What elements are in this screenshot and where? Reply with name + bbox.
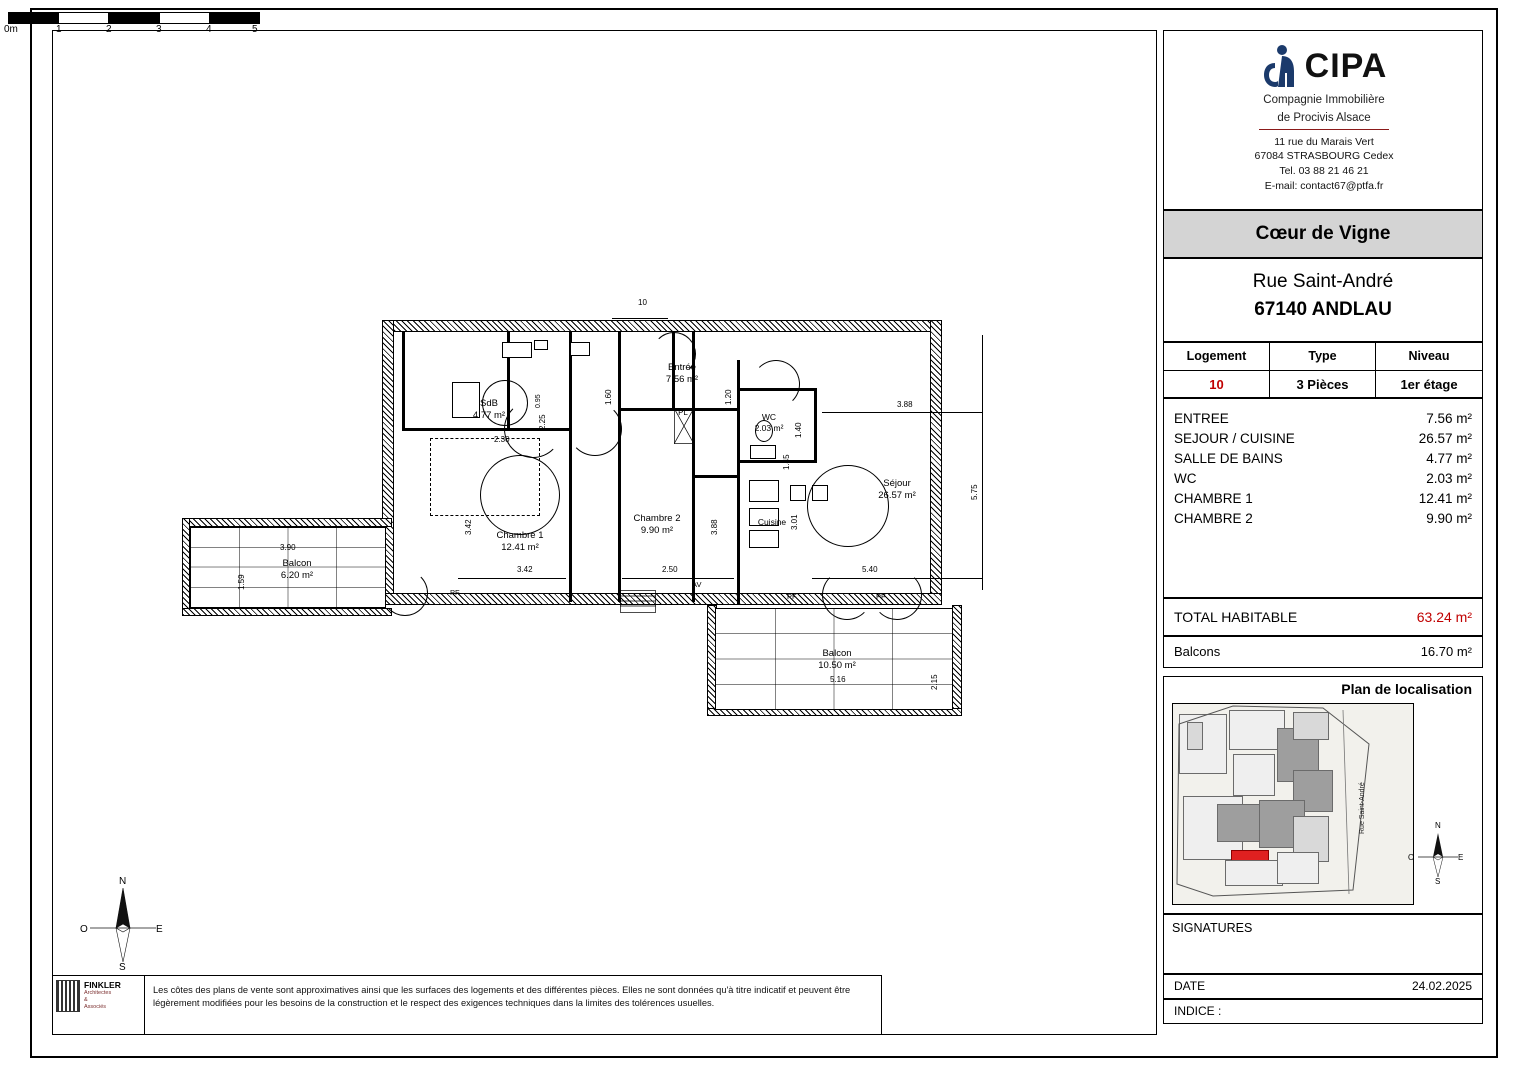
lot-header-niveau: Niveau xyxy=(1376,343,1482,371)
loc-compass-n: N xyxy=(1435,821,1441,830)
company-tel: Tel. 03 88 21 46 21 xyxy=(1279,165,1369,178)
compass-label-s: S xyxy=(119,962,126,973)
company-address1: 11 rue du Marais Vert xyxy=(1274,135,1374,148)
dim-balcony2-width: 5.16 xyxy=(830,675,846,684)
dim-balcony1-width: 3.90 xyxy=(280,543,296,552)
scale-tick-4: 4 xyxy=(206,24,212,35)
localisation-block xyxy=(1163,676,1483,914)
dim-342-h: 3.42 xyxy=(517,565,533,574)
dim-line-540 xyxy=(812,578,982,579)
dim-balcony1-depth: 1.59 xyxy=(237,574,246,590)
annot-av: AV xyxy=(692,580,702,589)
annot-pf-3: PF xyxy=(876,592,886,601)
dim-301: 3.01 xyxy=(790,514,799,530)
balcons-block xyxy=(1163,636,1483,668)
surface-row xyxy=(1164,509,1482,529)
wall-balcony1-left xyxy=(182,518,190,616)
date-value: 24.02.2025 xyxy=(1411,979,1472,993)
date-block xyxy=(1163,974,1483,999)
partition-14 xyxy=(692,475,740,478)
dim-line-342 xyxy=(458,578,566,579)
indice-block xyxy=(1163,999,1483,1024)
surface-value: 26.57 m² xyxy=(1418,431,1472,446)
dim-388-top: 3.88 xyxy=(897,400,913,409)
room-label-sejour: Séjour 26.57 m² xyxy=(878,478,916,501)
lot-value-niveau: 1er étage xyxy=(1400,377,1458,392)
compass-label-n: N xyxy=(119,876,127,887)
room-label-chambre1: Chambre 1 12.41 m² xyxy=(496,530,544,553)
floor-plan-drawing xyxy=(52,30,1157,975)
circle-turning-1 xyxy=(480,455,560,535)
localisation-map xyxy=(1172,703,1414,905)
fixture-kitchen-4 xyxy=(790,485,806,501)
dim-225: 2.25 xyxy=(538,414,547,430)
surface-row xyxy=(1164,449,1482,469)
dim-095: 0.95 xyxy=(535,394,542,408)
total-label: TOTAL HABITABLE xyxy=(1174,609,1298,625)
fixture-small-1 xyxy=(534,340,548,350)
total-habitable-block xyxy=(1163,598,1483,636)
dim-145: 1.45 xyxy=(782,454,791,470)
lot-info-table xyxy=(1163,342,1483,398)
scale-tick-1: 1 xyxy=(56,24,62,35)
notes-block xyxy=(52,975,882,1035)
company-name: CIPA xyxy=(1304,46,1388,85)
room-label-chambre2: Chambre 2 9.90 m² xyxy=(633,513,681,536)
total-value: 63.24 m² xyxy=(1416,609,1472,625)
dim-top-10: 10 xyxy=(638,298,647,307)
architect-name: FINKLER xyxy=(84,980,121,990)
room-label-sdb: SdB 4.77 m² xyxy=(472,398,506,421)
logo-divider xyxy=(1259,129,1389,130)
architect-sub-3: Associés xyxy=(84,1003,107,1010)
dim-540: 5.40 xyxy=(862,565,878,574)
annot-pf-2: PF xyxy=(787,592,797,601)
partition-6 xyxy=(618,332,621,602)
partition-10 xyxy=(737,360,740,605)
architect-logo-icon xyxy=(56,980,80,1012)
scale-bar xyxy=(8,12,260,24)
compass-rose xyxy=(78,876,168,973)
signatures-block xyxy=(1163,914,1483,974)
fixture-small-2 xyxy=(570,342,590,356)
company-email: E-mail: contact67@ptfa.fr xyxy=(1264,179,1384,192)
lot-value-type: 3 Pièces xyxy=(1296,377,1349,392)
partition-12 xyxy=(737,460,817,463)
lot-header-logement: Logement xyxy=(1164,343,1269,371)
localisation-compass xyxy=(1408,821,1466,886)
project-address-block xyxy=(1163,258,1483,342)
room-label-balcony-lower: Balcon 10.50 m² xyxy=(818,648,856,671)
cipa-logo-icon xyxy=(1261,43,1299,89)
room-label-placard: PL xyxy=(678,408,688,417)
annot-pf-1: PF xyxy=(450,588,460,597)
localisation-title: Plan de localisation xyxy=(1341,681,1472,697)
surfaces-table xyxy=(1163,398,1483,598)
partition-1 xyxy=(402,332,405,430)
stairs-symbol xyxy=(620,590,656,626)
dim-388-v: 3.88 xyxy=(710,519,719,535)
partition-13 xyxy=(814,388,817,463)
signatures-label: SIGNATURES xyxy=(1172,921,1253,935)
dim-line-top xyxy=(612,318,668,319)
wall-balcony1-bottom xyxy=(182,608,392,616)
surface-value: 9.90 m² xyxy=(1426,511,1472,526)
dim-160: 1.60 xyxy=(604,389,613,405)
door-arc-ch1 xyxy=(568,402,622,456)
surface-label: SALLE DE BAINS xyxy=(1174,451,1283,466)
dim-line-250 xyxy=(622,578,734,579)
surface-value: 7.56 m² xyxy=(1426,411,1472,426)
partition-4 xyxy=(569,332,572,602)
scale-tick-3: 3 xyxy=(156,24,162,35)
project-name-block xyxy=(1163,210,1483,258)
surface-label: WC xyxy=(1174,471,1197,486)
compass-label-o: O xyxy=(80,924,88,935)
dim-575: 5.75 xyxy=(970,484,979,500)
compass-label-e: E xyxy=(156,924,163,935)
indice-label: INDICE : xyxy=(1174,1004,1222,1018)
dim-250: 2.50 xyxy=(662,565,678,574)
room-label-balcony-left: Balcon 6.20 m² xyxy=(280,558,314,581)
dim-230: 2.30 xyxy=(494,435,510,444)
company-logo-block xyxy=(1163,30,1483,210)
surface-row xyxy=(1164,489,1482,509)
dim-balcony2-depth: 2.15 xyxy=(930,674,939,690)
room-label-wc: WC 2.03 m² xyxy=(754,412,784,433)
surface-label: SEJOUR / CUISINE xyxy=(1174,431,1295,446)
surface-row xyxy=(1164,469,1482,489)
dim-140: 1.40 xyxy=(794,422,803,438)
dim-line-575 xyxy=(982,335,983,590)
architect-logo-block xyxy=(53,976,145,1034)
wall-balcony2-right xyxy=(952,605,962,715)
scale-tick-2: 2 xyxy=(106,24,112,35)
dim-342-v: 3.42 xyxy=(464,519,473,535)
door-arc-balcony1 xyxy=(382,570,428,616)
fixture-kitchen-3 xyxy=(749,530,779,548)
surface-label: CHAMBRE 2 xyxy=(1174,511,1253,526)
wall-right xyxy=(930,320,942,605)
surface-value: 4.77 m² xyxy=(1426,451,1472,466)
lot-value-logement: 10 xyxy=(1209,377,1224,392)
lot-header-type: Type xyxy=(1270,343,1375,371)
project-name: Cœur de Vigne xyxy=(1255,223,1391,244)
surface-value: 12.41 m² xyxy=(1418,491,1472,506)
fixture-sink xyxy=(502,342,532,358)
project-street: Rue Saint-André xyxy=(1252,271,1394,292)
project-city: 67140 ANDLAU xyxy=(1254,299,1392,320)
date-label: DATE xyxy=(1174,979,1206,993)
surface-row xyxy=(1164,429,1482,449)
surface-value: 2.03 m² xyxy=(1426,471,1472,486)
scale-tick-5: 5 xyxy=(252,24,258,35)
room-label-entree: Entrée 7.56 m² xyxy=(665,362,699,385)
balcons-value: 16.70 m² xyxy=(1420,644,1472,659)
fixture-wc-sink xyxy=(750,445,776,459)
loc-compass-o: O xyxy=(1408,853,1415,862)
surface-label: ENTREE xyxy=(1174,411,1229,426)
company-address2: 67084 STRASBOURG Cedex xyxy=(1254,150,1394,163)
dim-120: 1.20 xyxy=(724,389,733,405)
room-label-cuisine: Cuisine xyxy=(757,517,787,527)
architect-sub-2: & xyxy=(84,996,88,1003)
company-sub-line2: de Procivis Alsace xyxy=(1277,112,1371,125)
scale-start: 0m xyxy=(4,24,18,35)
architect-sub-1: Architectes xyxy=(84,990,112,996)
surface-row xyxy=(1164,409,1482,429)
company-sub-line1: Compagnie Immobilière xyxy=(1263,94,1385,106)
map-street-label: Rue Saint-André xyxy=(1359,782,1366,834)
balcons-label: Balcons xyxy=(1174,644,1221,659)
dim-line-388 xyxy=(822,412,982,413)
surface-label: CHAMBRE 1 xyxy=(1174,491,1253,506)
wall-balcony1-top xyxy=(182,518,392,527)
loc-compass-e: E xyxy=(1458,853,1464,862)
legal-notes-text: Les côtes des plans de vente sont approximatives ainsi que les surfaces des logements et des différentes pièces. Elles ne sont données qu'à titre indicatif et peuvent être légèrement modifiées pour les besoins de la construction et le respect des exigences techniques dans la limites des tolérences usuelles. xyxy=(153,985,851,1008)
door-arc-wc xyxy=(752,360,800,408)
scale-numbers xyxy=(0,24,266,38)
fixture-kitchen-1 xyxy=(749,480,779,502)
loc-compass-s: S xyxy=(1435,877,1441,886)
wall-top xyxy=(382,320,942,332)
